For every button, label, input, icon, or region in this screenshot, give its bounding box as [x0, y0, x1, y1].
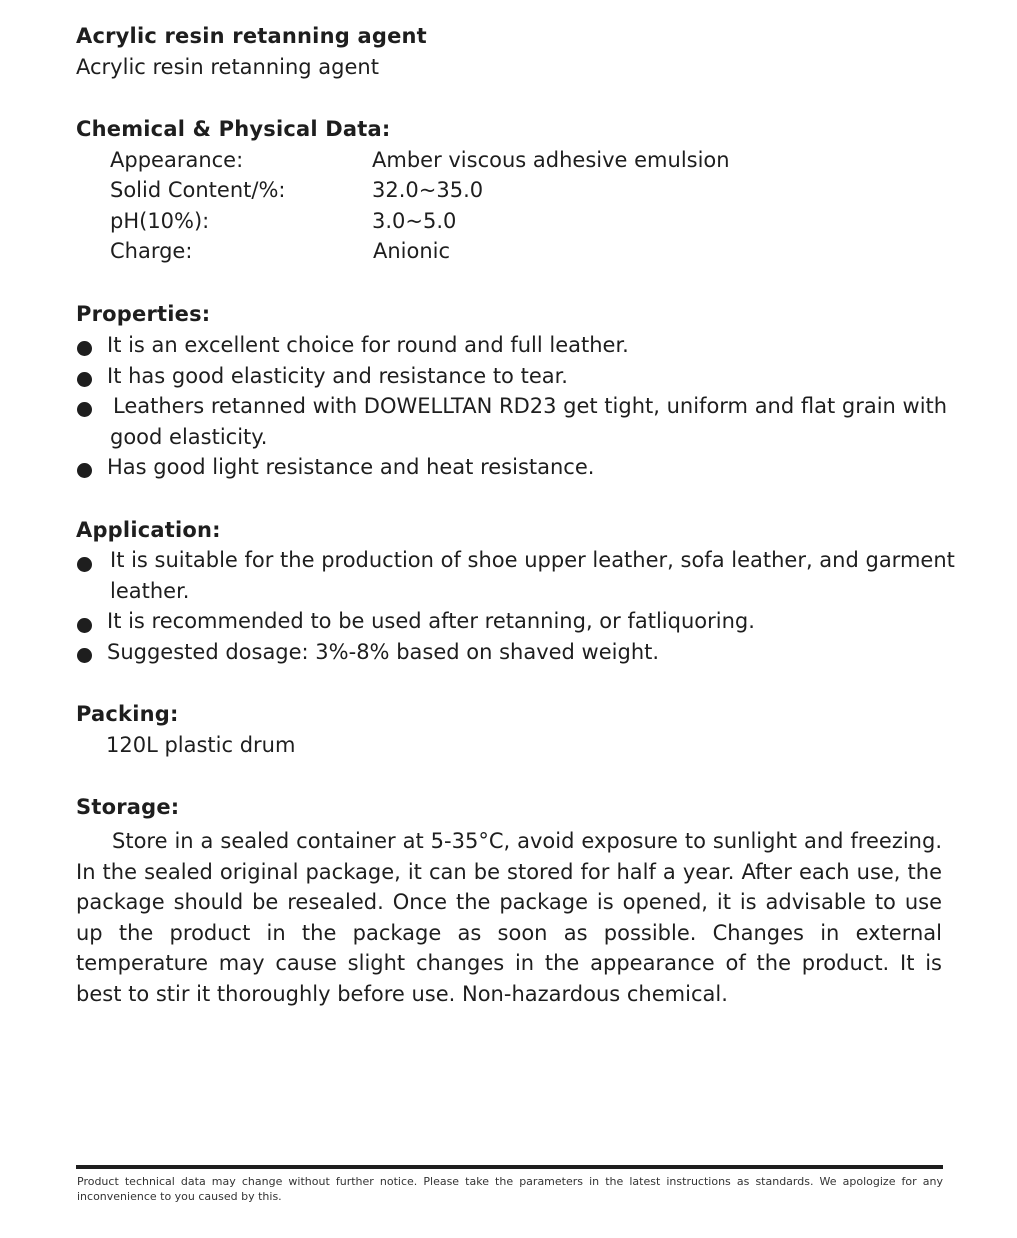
ph-label: pH(10%):	[110, 209, 210, 233]
packing-heading: Packing:	[76, 702, 179, 726]
footer-divider	[76, 1165, 943, 1169]
application-item-continued: leather.	[110, 579, 190, 603]
ph-value: 3.0~5.0	[372, 209, 457, 233]
bullet-icon	[77, 618, 92, 633]
bullet-icon	[77, 341, 92, 356]
property-item-continued: good elasticity.	[110, 425, 268, 449]
packing-text: 120L plastic drum	[106, 733, 296, 757]
property-item: It has good elasticity and resistance to tear.	[107, 364, 568, 388]
property-item: It is an excellent choice for round and full leather.	[107, 333, 629, 357]
bullet-icon	[77, 557, 92, 572]
application-item: It is recommended to be used after retanning, or fatliquoring.	[107, 609, 755, 633]
application-item: Suggested dosage: 3%-8% based on shaved weight.	[107, 640, 660, 664]
application-heading: Application:	[76, 518, 221, 542]
bullet-icon	[77, 648, 92, 663]
charge-value: Anionic	[373, 239, 451, 263]
appearance-value: Amber viscous adhesive emulsion	[372, 148, 730, 172]
appearance-label: Appearance:	[110, 148, 244, 172]
solid-content-value: 32.0~35.0	[372, 178, 484, 202]
bullet-icon	[77, 402, 92, 417]
product-title: Acrylic resin retanning agent	[76, 24, 427, 48]
storage-heading: Storage:	[76, 795, 180, 819]
property-item: Has good light resistance and heat resistance.	[107, 455, 595, 479]
property-item: Leathers retanned with DOWELLTAN RD23 get tight, uniform and flat grain with	[113, 394, 948, 418]
application-item: It is suitable for the production of shoe upper leather, sofa leather, and garment	[110, 548, 955, 572]
charge-label: Charge:	[110, 239, 193, 263]
bullet-icon	[77, 372, 92, 387]
product-subtitle: Acrylic resin retanning agent	[76, 55, 379, 79]
bullet-icon	[77, 463, 92, 478]
storage-text: Store in a sealed container at 5-35°C, avoid exposure to sunlight and freezing. In the sealed original package, it can be stored for half a year. After each use, the package should be resealed. Once the package is opened, it is advisable to use up the product in the package as soon as possible. Changes in external temperature may cause slight changes in the appearance of the product. It is best to stir it thoroughly before use. Non-hazardous chemical.	[76, 829, 942, 1006]
chemical-heading: Chemical & Physical Data:	[76, 117, 391, 141]
properties-heading: Properties:	[76, 302, 211, 326]
footer-disclaimer: Product technical data may change without further notice. Please take the parameters in the latest instructions as standards. We apologize for any inconvenience to you caused by this.	[77, 1175, 943, 1203]
solid-content-label: Solid Content/%:	[110, 178, 286, 202]
